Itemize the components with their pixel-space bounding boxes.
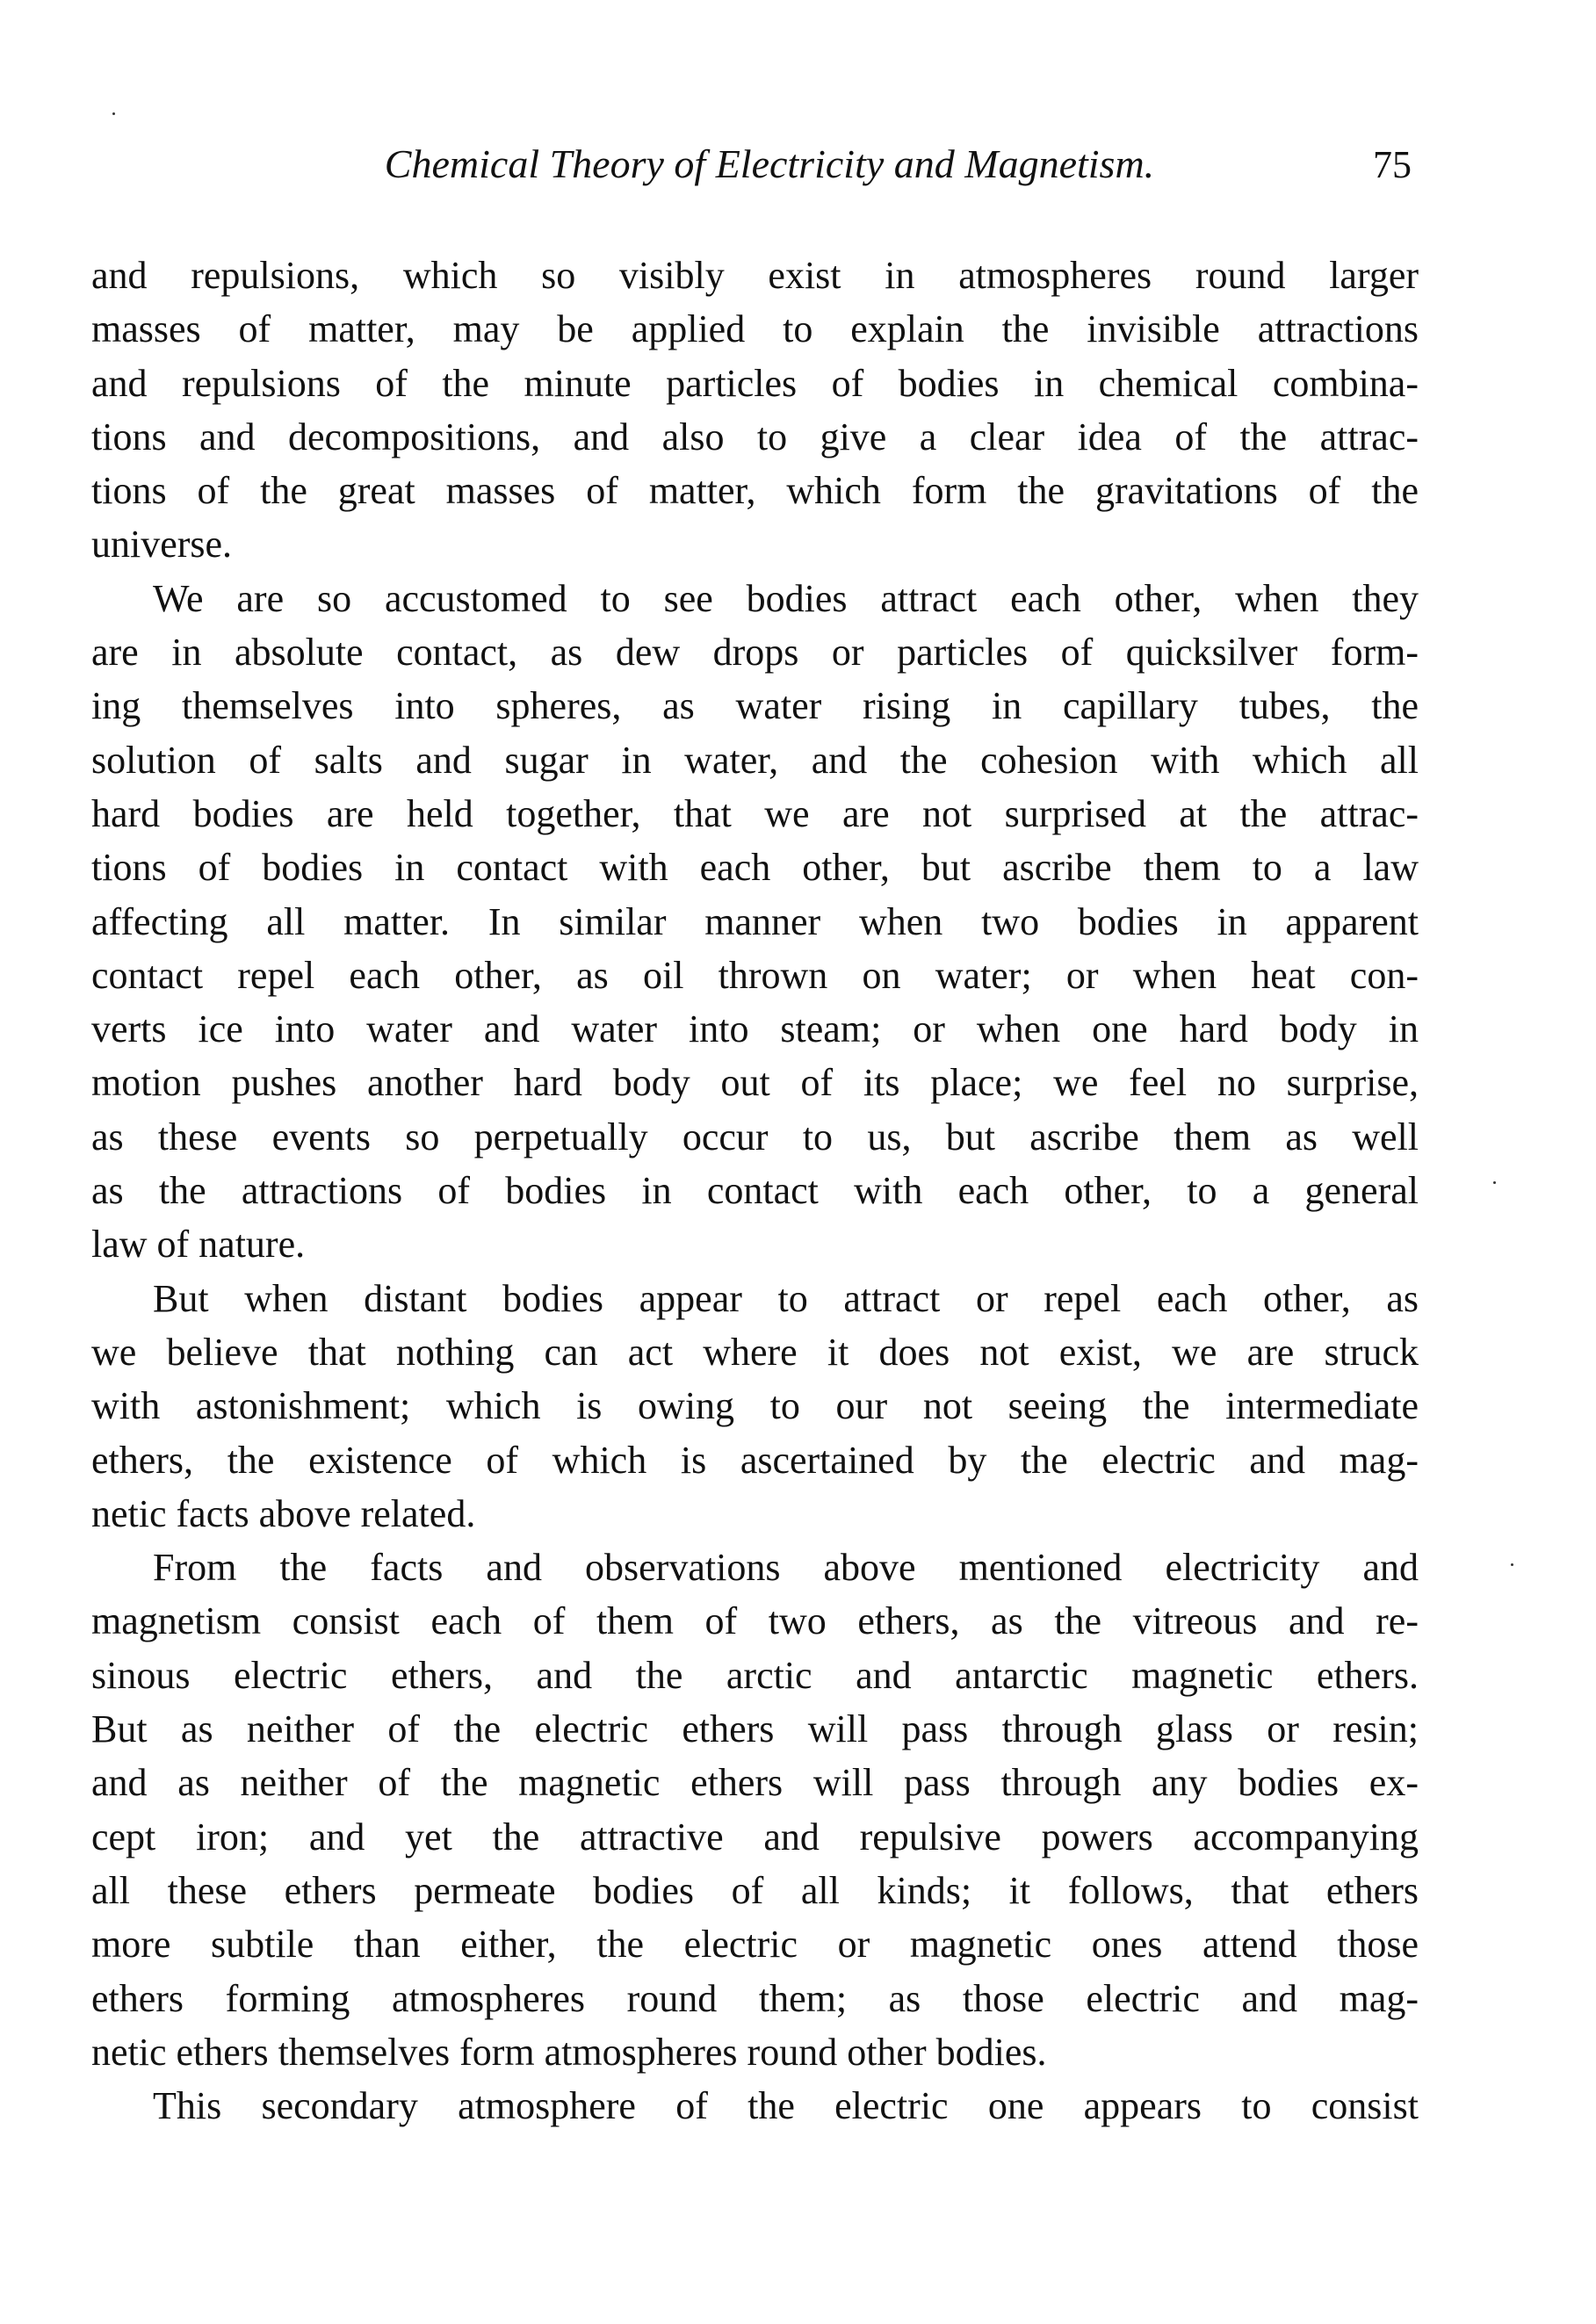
text-line: affecting all matter. In similar manner when two bodies in apparent (91, 899, 1419, 943)
running-title: Chemical Theory of Electricity and Magnetism. (384, 141, 1155, 186)
text-line: But as neither of the electric ethers will pass through glass or resin; (91, 1707, 1419, 1751)
text-line: law of nature. (91, 1223, 306, 1267)
text-line: contact repel each other, as oil thrown on water; or when heat con- (91, 953, 1419, 997)
text-line: cept iron; and yet the attractive and repulsive powers accompanying (91, 1815, 1419, 1858)
text-line: with astonishment; which is owing to our not seeing the intermediate (91, 1384, 1419, 1428)
scan-speck (1511, 1563, 1513, 1566)
text-line: ethers forming atmospheres round them; as those electric and mag- (91, 1976, 1419, 2020)
text-line: This secondary atmosphere of the electric one appears to consist (153, 2084, 1419, 2128)
scan-speck (1493, 1181, 1496, 1184)
text-line: and as neither of the magnetic ethers will pass through any bodies ex- (91, 1761, 1419, 1805)
text-line: and repulsions of the minute particles of bodies in chemical combina- (91, 361, 1419, 405)
text-line: tions and decompositions, and also to give a clear idea of the attrac- (91, 415, 1419, 458)
text-line: magnetism consist each of them of two ethers, as the vitreous and re- (91, 1599, 1419, 1643)
text-line: universe. (91, 523, 233, 567)
running-header (91, 141, 1419, 193)
text-line: as these events so perpetually occur to us, but ascribe them as well (91, 1115, 1419, 1158)
text-line: we believe that nothing can act where it does not exist, we are struck (91, 1330, 1419, 1374)
text-line: are in absolute contact, as dew drops or particles of quicksilver form- (91, 631, 1419, 675)
text-line: and repulsions, which so visibly exist in atmospheres round larger (91, 254, 1419, 297)
text-line: motion pushes another hard body out of its place; we feel no surprise, (91, 1061, 1419, 1105)
text-line: netic ethers themselves form atmospheres round other bodies. (91, 2030, 1047, 2074)
text-line: sinous electric ethers, and the arctic and antarctic magnetic ethers. (91, 1653, 1419, 1697)
page-number: 75 (1373, 143, 1412, 186)
text-line: all these ethers permeate bodies of all kinds; it follows, that ethers (91, 1868, 1419, 1912)
text-line: netic facts above related. (91, 1491, 476, 1535)
text-line: We are so accustomed to see bodies attract each other, when they (153, 576, 1419, 620)
text-line: as the attractions of bodies in contact with each other, to a general (91, 1169, 1419, 1213)
text-line: solution of salts and sugar in water, and the cohesion with which all (91, 738, 1419, 782)
body-text (91, 249, 1419, 2133)
text-line: tions of the great masses of matter, which form the gravitations of the (91, 469, 1419, 513)
text-line: From the facts and observations above mentioned electricity and (153, 1546, 1419, 1590)
text-line: masses of matter, may be applied to explain the invisible attractions (91, 307, 1419, 351)
text-line: tions of bodies in contact with each other, but ascribe them to a law (91, 846, 1419, 890)
scan-speck (112, 112, 115, 115)
text-line: ing themselves into spheres, as water rising in capillary tubes, the (91, 684, 1419, 728)
text-line: But when distant bodies appear to attract or repel each other, as (153, 1276, 1419, 1320)
text-line: verts ice into water and water into steam; or when one hard body in (91, 1007, 1419, 1051)
text-line: ethers, the existence of which is ascertained by the electric and mag- (91, 1438, 1419, 1482)
text-line: more subtile than either, the electric or magnetic ones attend those (91, 1923, 1419, 1967)
text-line: hard bodies are held together, that we are not surprised at the attrac- (91, 791, 1419, 835)
